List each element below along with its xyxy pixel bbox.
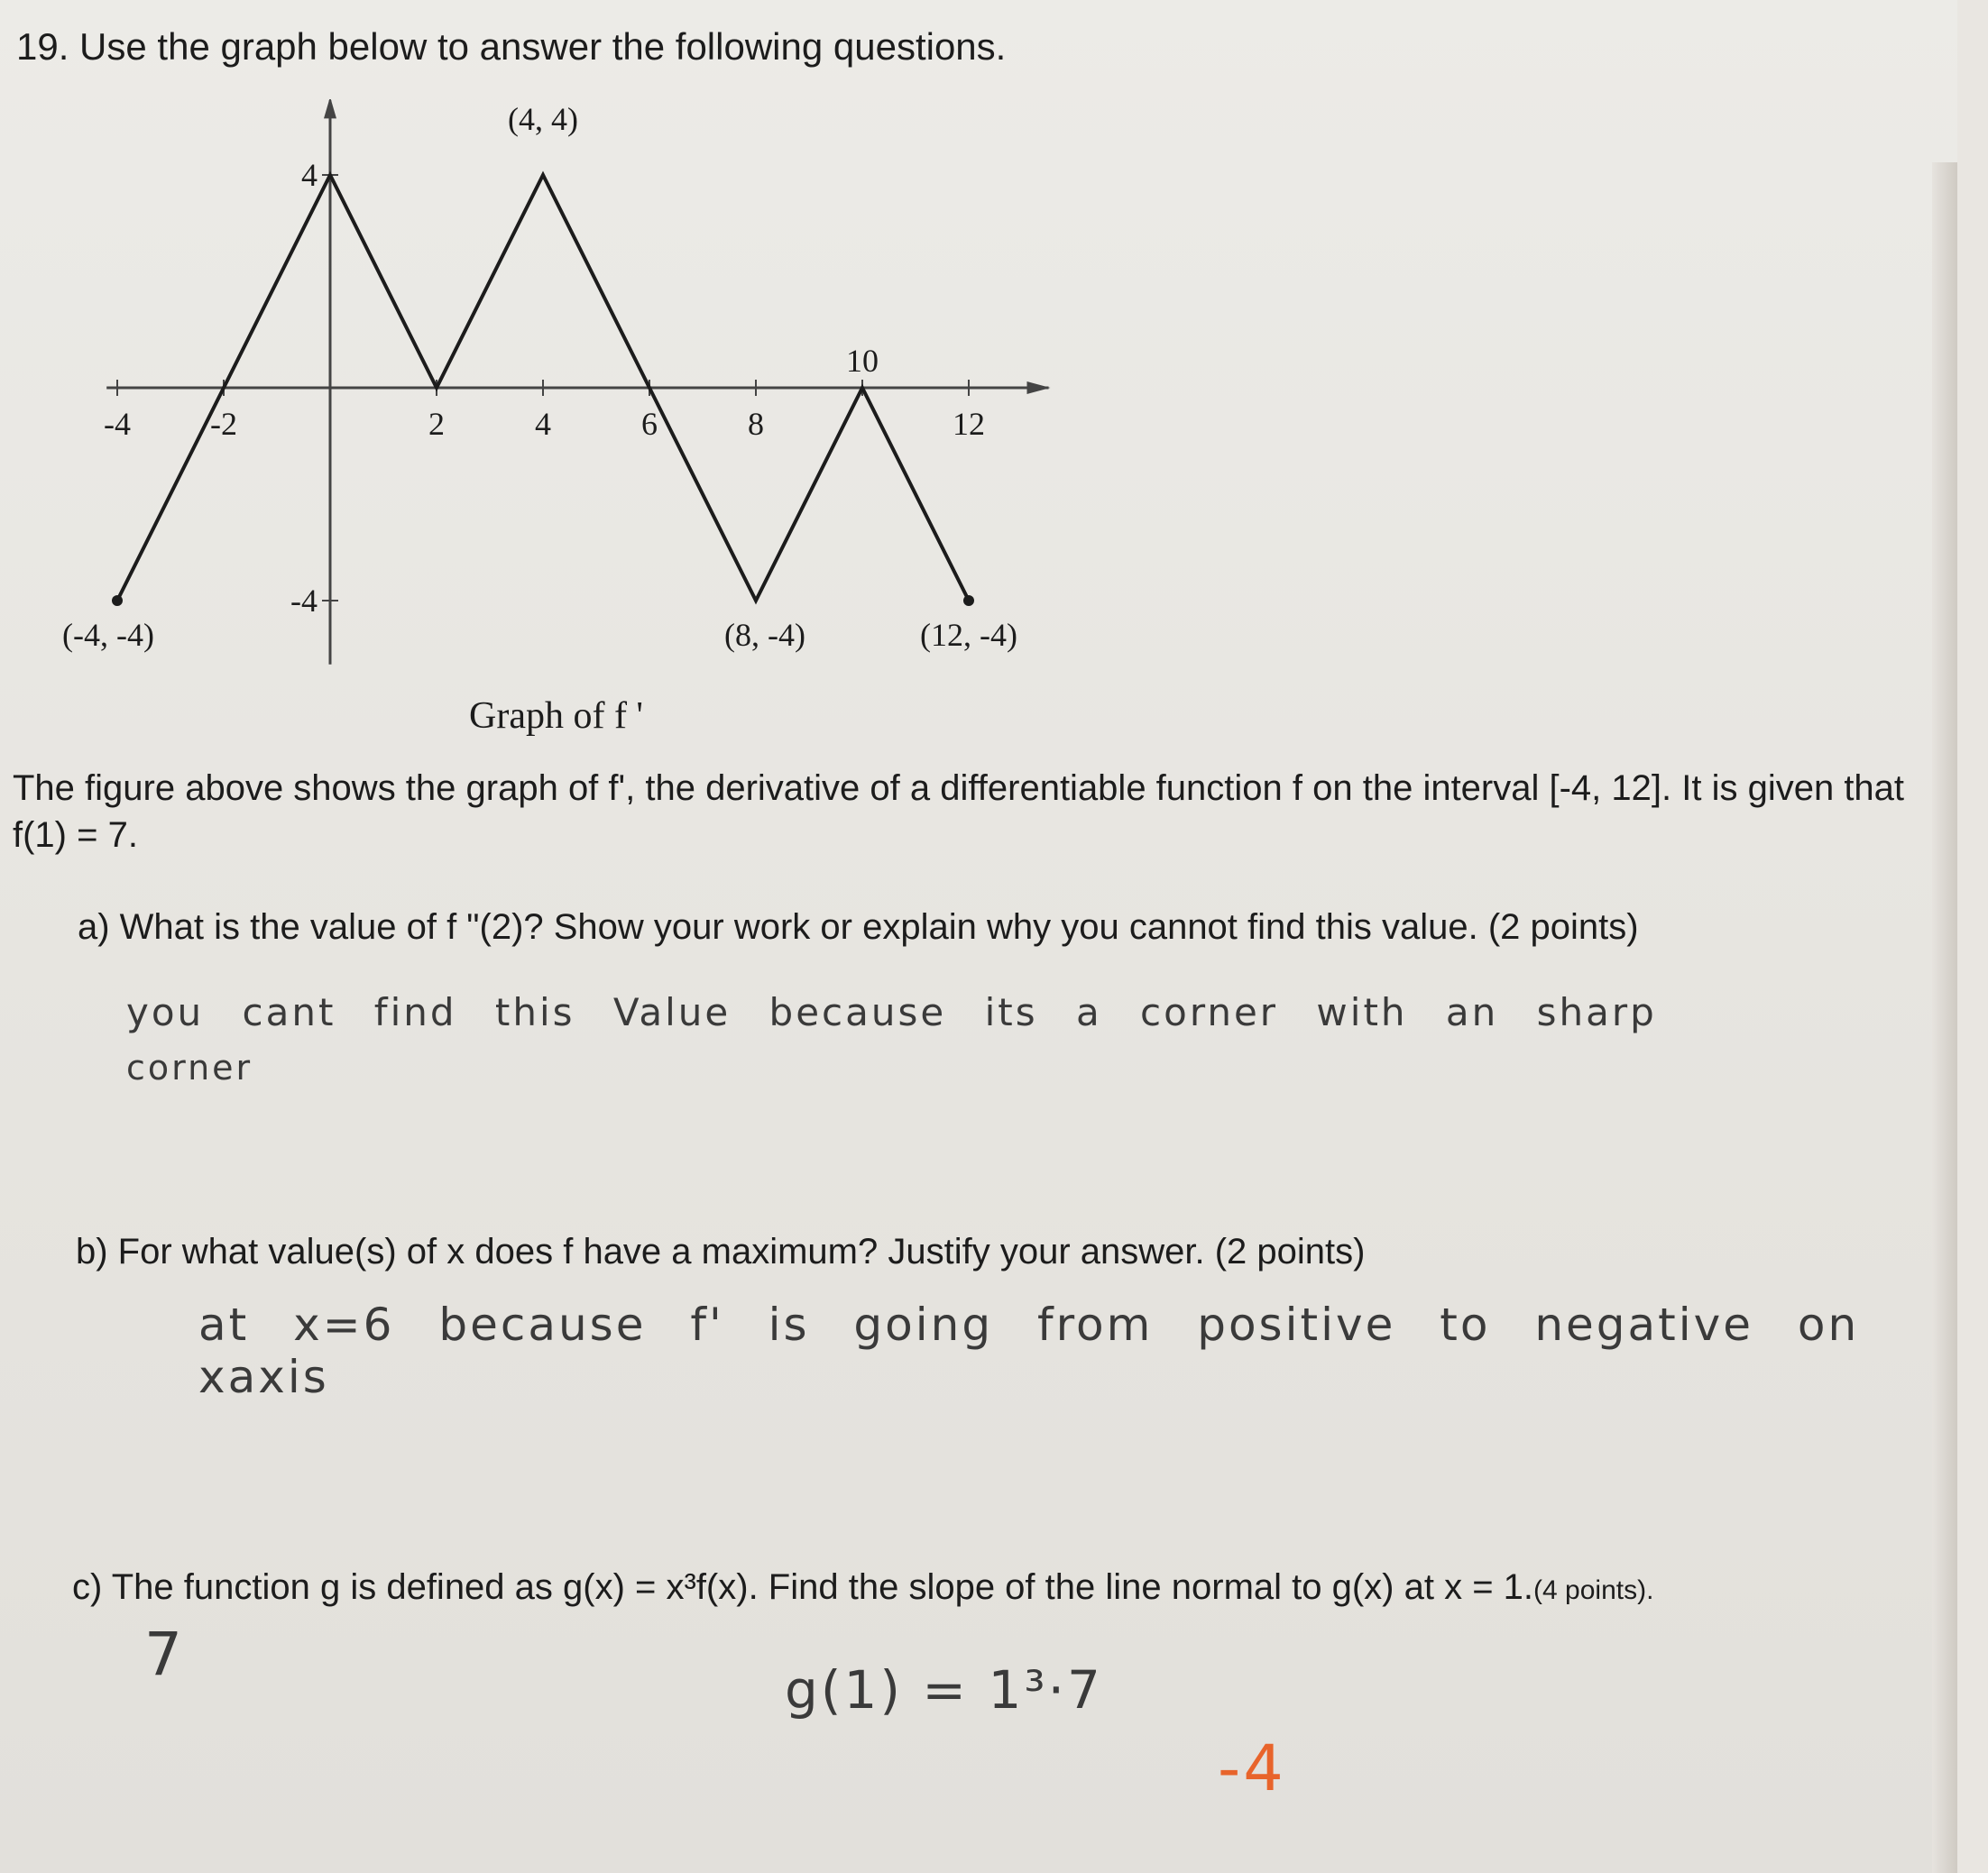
x-tick-label: -4	[104, 406, 131, 442]
x-tick-label: 8	[748, 406, 764, 442]
answer-a-line2: corner	[126, 1048, 253, 1088]
page-edge	[1932, 162, 1957, 1873]
point-label: (4, 4)	[508, 101, 578, 137]
y-axis-arrow	[324, 99, 336, 118]
part-c-points: (4 points).	[1533, 1575, 1654, 1605]
part-c-question	[72, 1567, 1653, 1608]
part-c-text: c) The function g is defined as g(x) = x³f(x). Find the slope of the line normal to g(x) at x = 1.	[72, 1567, 1534, 1607]
endpoint-dot	[112, 595, 123, 606]
part-a-question: a) What is the value of f "(2)? Show your work or explain why you cannot find this value. (2 points)	[78, 907, 1639, 947]
x-axis-arrow	[1027, 381, 1051, 394]
x-tick-label: 2	[428, 406, 445, 442]
derivative-graph	[36, 99, 1082, 767]
y-tick-label: 4	[301, 157, 318, 193]
answer-a-line1: you cant find this Value because its a corner with an sharp	[126, 990, 1657, 1034]
question-title: 19. Use the graph below to answer the following questions.	[16, 25, 1007, 68]
x-tick-label: -2	[210, 406, 237, 442]
x-tick-label: 10	[846, 343, 879, 379]
answer-c-line2: g(1) = 1³·7	[785, 1659, 1103, 1721]
x-tick-label: 4	[535, 406, 551, 442]
intro-paragraph: The figure above shows the graph of f', the derivative of a differentiable function f on the interval [-4, 12]. It is given that f(1) = 7.	[13, 768, 1905, 855]
endpoint-dot	[963, 595, 974, 606]
y-tick-label: -4	[290, 583, 318, 619]
x-tick-label: 12	[953, 406, 985, 442]
x-tick-label: 6	[641, 406, 658, 442]
graph-caption: Graph of f '	[469, 695, 643, 737]
answer-c-line1: 7	[144, 1620, 185, 1689]
point-label: (8, -4)	[724, 617, 805, 653]
answer-b: at x=6 because f' is going from positive to negative on xaxis	[198, 1299, 1860, 1403]
part-b-question: b) For what value(s) of x does f have a maximum? Justify your answer. (2 points)	[76, 1232, 1366, 1272]
point-label: (12, -4)	[920, 617, 1017, 653]
point-label: (-4, -4)	[62, 617, 154, 653]
graph-svg	[36, 99, 1082, 694]
grade-mark: -4	[1218, 1731, 1286, 1805]
